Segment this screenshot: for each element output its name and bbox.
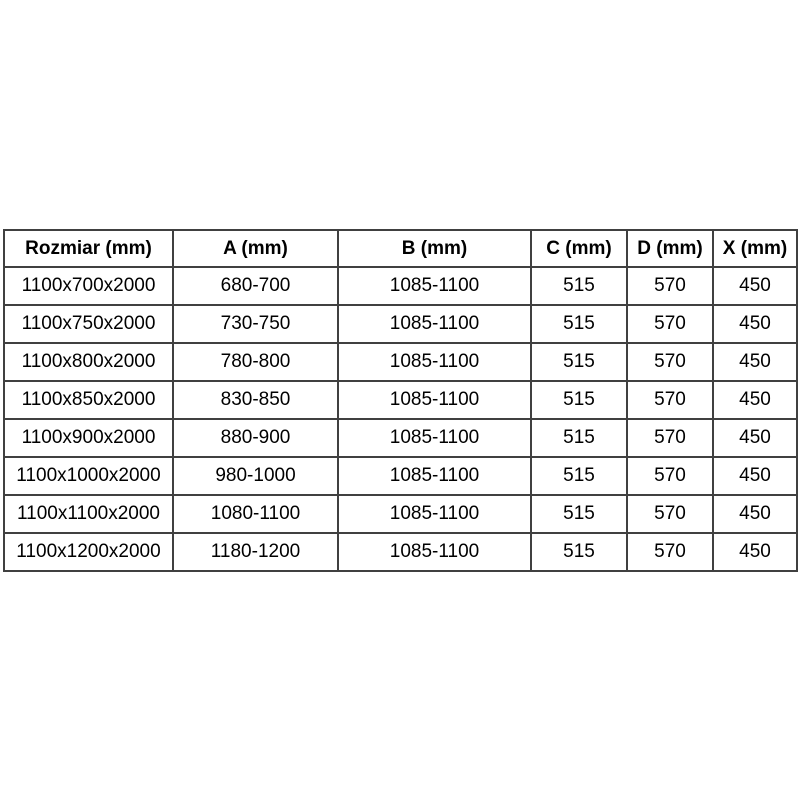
cell-b: 1085-1100 bbox=[338, 419, 531, 457]
cell-rozmiar: 1100x850x2000 bbox=[4, 381, 173, 419]
cell-x: 450 bbox=[713, 305, 797, 343]
cell-x: 450 bbox=[713, 343, 797, 381]
column-header-rozmiar: Rozmiar (mm) bbox=[4, 230, 173, 267]
spec-table-container bbox=[3, 229, 796, 572]
cell-c: 515 bbox=[531, 343, 627, 381]
cell-c: 515 bbox=[531, 419, 627, 457]
cell-d: 570 bbox=[627, 457, 713, 495]
column-header-b: B (mm) bbox=[338, 230, 531, 267]
cell-c: 515 bbox=[531, 381, 627, 419]
cell-b: 1085-1100 bbox=[338, 305, 531, 343]
cell-c: 515 bbox=[531, 267, 627, 305]
table-row bbox=[4, 495, 797, 533]
cell-b: 1085-1100 bbox=[338, 495, 531, 533]
cell-x: 450 bbox=[713, 381, 797, 419]
cell-x: 450 bbox=[713, 495, 797, 533]
table-row bbox=[4, 343, 797, 381]
cell-d: 570 bbox=[627, 305, 713, 343]
cell-b: 1085-1100 bbox=[338, 457, 531, 495]
cell-b: 1085-1100 bbox=[338, 381, 531, 419]
cell-rozmiar: 1100x1000x2000 bbox=[4, 457, 173, 495]
cell-c: 515 bbox=[531, 305, 627, 343]
table-header bbox=[4, 230, 797, 267]
cell-rozmiar: 1100x1100x2000 bbox=[4, 495, 173, 533]
cell-b: 1085-1100 bbox=[338, 533, 531, 571]
cell-rozmiar: 1100x1200x2000 bbox=[4, 533, 173, 571]
table-row bbox=[4, 381, 797, 419]
cell-d: 570 bbox=[627, 381, 713, 419]
cell-x: 450 bbox=[713, 267, 797, 305]
column-header-a: A (mm) bbox=[173, 230, 338, 267]
cell-rozmiar: 1100x900x2000 bbox=[4, 419, 173, 457]
table-body bbox=[4, 267, 797, 571]
table-row bbox=[4, 533, 797, 571]
table-row bbox=[4, 419, 797, 457]
column-header-c: C (mm) bbox=[531, 230, 627, 267]
header-row bbox=[4, 230, 797, 267]
cell-d: 570 bbox=[627, 343, 713, 381]
cell-d: 570 bbox=[627, 533, 713, 571]
cell-rozmiar: 1100x750x2000 bbox=[4, 305, 173, 343]
cell-b: 1085-1100 bbox=[338, 267, 531, 305]
cell-x: 450 bbox=[713, 533, 797, 571]
cell-a: 730-750 bbox=[173, 305, 338, 343]
size-spec-table bbox=[3, 229, 798, 572]
cell-a: 980-1000 bbox=[173, 457, 338, 495]
cell-a: 880-900 bbox=[173, 419, 338, 457]
cell-a: 680-700 bbox=[173, 267, 338, 305]
cell-c: 515 bbox=[531, 533, 627, 571]
cell-c: 515 bbox=[531, 457, 627, 495]
cell-c: 515 bbox=[531, 495, 627, 533]
table-row bbox=[4, 267, 797, 305]
cell-a: 830-850 bbox=[173, 381, 338, 419]
cell-a: 780-800 bbox=[173, 343, 338, 381]
cell-a: 1080-1100 bbox=[173, 495, 338, 533]
cell-rozmiar: 1100x700x2000 bbox=[4, 267, 173, 305]
table-row bbox=[4, 305, 797, 343]
cell-a: 1180-1200 bbox=[173, 533, 338, 571]
cell-d: 570 bbox=[627, 267, 713, 305]
cell-x: 450 bbox=[713, 457, 797, 495]
cell-rozmiar: 1100x800x2000 bbox=[4, 343, 173, 381]
cell-b: 1085-1100 bbox=[338, 343, 531, 381]
table-row bbox=[4, 457, 797, 495]
cell-x: 450 bbox=[713, 419, 797, 457]
cell-d: 570 bbox=[627, 495, 713, 533]
column-header-x: X (mm) bbox=[713, 230, 797, 267]
column-header-d: D (mm) bbox=[627, 230, 713, 267]
cell-d: 570 bbox=[627, 419, 713, 457]
